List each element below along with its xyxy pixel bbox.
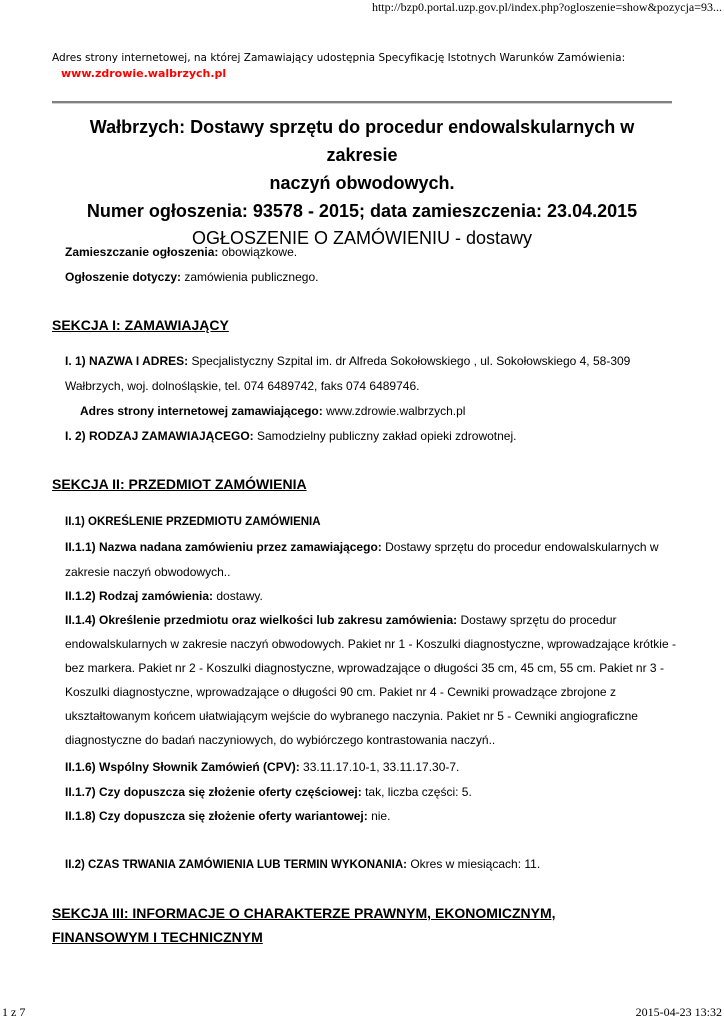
notice-title-block <box>52 113 672 251</box>
item-ii-1-7 <box>65 780 472 804</box>
item-ii-1-6-label: II.1.6) Wspólny Słownik Zamówień (CPV): <box>65 760 300 774</box>
contracting-name-label: I. 1) NAZWA I ADRES: <box>65 354 189 368</box>
item-ii-1-1-cont: zakresie naczyń obwodowych.. <box>65 565 231 579</box>
item-ii-2 <box>65 852 540 877</box>
item-ii-2-label: II.2) CZAS TRWANIA ZAMÓWIENIA LUB TERMIN WYKONANIA: <box>65 859 407 871</box>
print-footer-page: 1 z 7 <box>2 1005 26 1019</box>
contracting-name-value: Specjalistyczny Szpital im. dr Alfreda Sokołowskiego , ul. Sokołowskiego 4, 58-309 <box>188 354 631 368</box>
item-ii-1-8-label: II.1.8) Czy dopuszcza się złożenie oferty wariantowej: <box>65 809 368 823</box>
item-ii-1-8 <box>65 804 390 828</box>
item-ii-1-7-label: II.1.7) Czy dopuszcza się złożenie oferty częściowej: <box>65 785 362 799</box>
section-1-heading: SEKCJA I: ZAMAWIAJĄCY <box>52 317 229 333</box>
item-ii-1-1-label: II.1.1) Nazwa nadana zamówieniu przez zamawiającego: <box>65 540 382 554</box>
notice-number: Numer ogłoszenia: 93578 - 2015; data zamieszczenia: 23.04.2015 <box>86 201 638 221</box>
item-ii-1-6 <box>65 755 459 779</box>
siwz-site-link[interactable]: www.zdrowie.walbrzych.pl <box>61 67 227 80</box>
contracting-website <box>80 399 465 423</box>
item-ii-1-8-value: nie. <box>367 809 391 823</box>
subject-subheading: II.1) OKREŚLENIE PRZEDMIOTU ZAMÓWIENIA <box>65 516 321 528</box>
header-divider <box>52 101 672 104</box>
siwz-site-intro: Adres strony internetowej, na której Zamawiający udostępnia Specyfikację Istotnych Warunków Zamówienia: <box>52 52 626 64</box>
contracting-website-label: Adres strony internetowej zamawiającego: <box>80 404 323 418</box>
item-ii-1-7-value: tak, liczba części: 5. <box>361 785 472 799</box>
item-ii-1-2 <box>65 584 263 608</box>
notice-type-main: OGŁOSZENIE O ZAMÓWIENIU <box>191 228 450 248</box>
meta-concerns-value: zamówienia publicznego. <box>181 270 319 284</box>
item-ii-1-2-value: dostawy. <box>213 589 263 603</box>
notice-title-line2: naczyń obwodowych. <box>269 173 455 193</box>
contracting-name-address <box>65 349 630 373</box>
section-3-heading-line2: FINANSOWYM I TECHNICZNYM <box>52 929 263 945</box>
item-ii-1-1 <box>65 535 659 559</box>
item-ii-1-1-value: Dostawy sprzętu do procedur endowalskularnych w <box>381 540 659 554</box>
meta-placement-label: Zamieszczanie ogłoszenia: <box>65 245 219 259</box>
meta-concerns-label: Ogłoszenie dotyczy: <box>65 270 182 284</box>
print-header-url: http://bzp0.portal.uzp.gov.pl/index.php?ogloszenie=show&pozycja=93... <box>371 0 722 14</box>
item-ii-1-2-label: II.1.2) Rodzaj zamówienia: <box>65 589 214 603</box>
item-ii-2-value: Okres w miesiącach: 11. <box>407 857 541 871</box>
item-ii-1-4-value: Dostawy sprzętu do procedur endowalskularnych w zakresie naczyń obwodowych. Pakiet nr 1 - Koszulki diagnostyczne, wprowadzające krótkie - bez markera. Pakiet nr 2 - Koszulki diagnostyczne, wprowadzające o długości 35 cm, 45 cm, 55 cm. Pakiet nr 3 - Koszulki diagnostyczne, wprowadzające o długości 90 cm. Pakiet nr 4 - Cewniki prowadzące zbrojone z ukształtowanym końcem ułatwiającym wejście do wybranego naczynia. Pakiet nr 5 - Cewniki angiograficzne diagnostyczne do badań naczyniowych, do wybiórczego kontrastowania naczyń.. <box>65 613 676 747</box>
item-ii-1-4 <box>65 608 677 752</box>
meta-concerns <box>65 265 318 289</box>
meta-placement-value: obowiązkowe. <box>218 245 298 259</box>
contracting-type-label: I. 2) RODZAJ ZAMAWIAJĄCEGO: <box>65 429 254 443</box>
contracting-type <box>65 424 516 448</box>
contracting-website-value: www.zdrowie.walbrzych.pl <box>322 404 466 418</box>
meta-placement <box>65 240 297 264</box>
notice-title <box>52 113 672 197</box>
notice-type-suffix: - dostawy <box>450 228 533 248</box>
contracting-type-value: Samodzielny publiczny zakład opieki zdrowotnej. <box>253 429 517 443</box>
item-ii-1-6-value: 33.11.17.10-1, 33.11.17.30-7. <box>299 760 460 774</box>
section-3-heading-line1: SEKCJA III: INFORMACJE O CHARAKTERZE PRAWNYM, EKONOMICZNYM, <box>52 905 556 921</box>
notice-title-line1: Wałbrzych: Dostawy sprzętu do procedur endowalskularnych w zakresie <box>89 117 635 165</box>
contracting-address-cont: Wałbrzych, woj. dolnośląskie, tel. 074 6489742, faks 074 6489746. <box>65 379 420 393</box>
item-ii-1-4-label: II.1.4) Określenie przedmiotu oraz wielkości lub zakresu zamówienia: <box>65 613 458 627</box>
section-2-heading: SEKCJA II: PRZEDMIOT ZAMÓWIENIA <box>52 476 307 492</box>
print-footer-datetime: 2015-04-23 13:32 <box>635 1005 722 1019</box>
